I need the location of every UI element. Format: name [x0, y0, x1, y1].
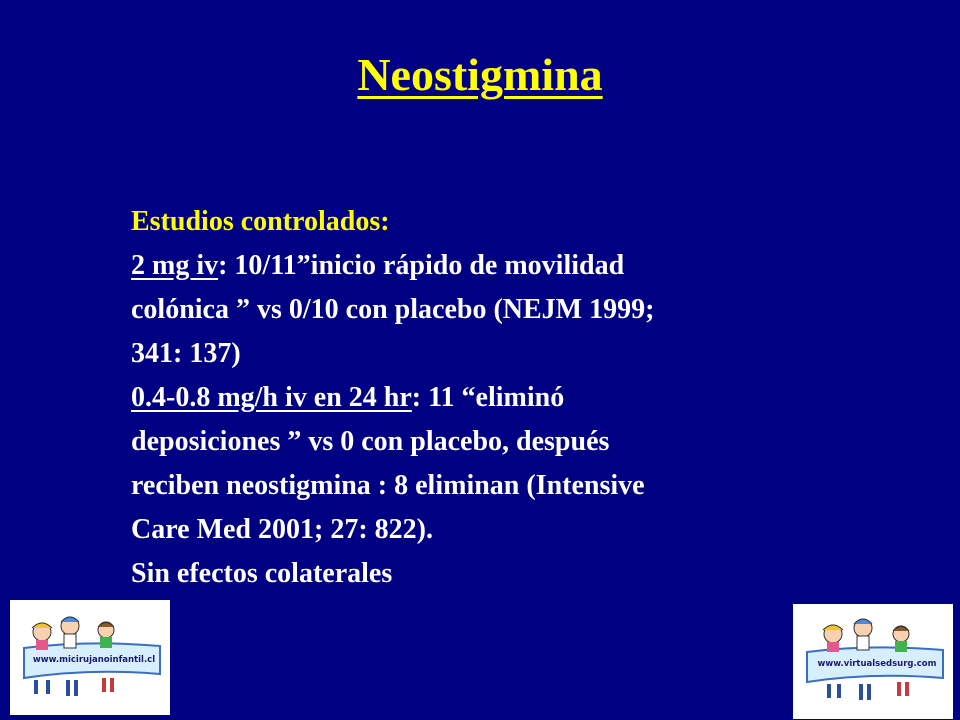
slide-body	[131, 200, 851, 596]
logo-virtualsedsurg	[793, 604, 953, 719]
study-2-text-1: : 11 “eliminó	[411, 382, 565, 413]
study-1-line-1	[131, 244, 851, 288]
section-heading: Estudios controlados:	[131, 206, 390, 237]
study-1-dose: 2 mg iv	[131, 250, 219, 281]
study-1-line-2: colónica ” vs 0/10 con placebo (NEJM 1999;	[131, 294, 655, 325]
logo-left-url: www.micirujanoinfantil.cl	[32, 655, 156, 665]
logo-micirujanoinfantil	[10, 600, 170, 715]
logo-right-url: www.virtualsedsurg.com	[817, 659, 937, 669]
study-1-text-1: : 10/11”inicio rápido de movilidad	[218, 250, 625, 281]
study-2-line-4: Care Med 2001; 27: 822).	[131, 514, 433, 545]
study-2-line-3: reciben neostigmina : 8 eliminan (Intensive	[131, 470, 645, 501]
study-1-line-3: 341: 137)	[131, 338, 241, 369]
slide-title: Neostigmina	[357, 49, 603, 100]
study-2-dose: 0.4-0.8 mg/h iv en 24 hr	[131, 382, 412, 413]
study-2-line-2: deposiciones ” vs 0 con placebo, después	[131, 426, 610, 457]
study-2-line-1	[131, 376, 851, 420]
side-effects-line: Sin efectos colaterales	[131, 558, 393, 589]
